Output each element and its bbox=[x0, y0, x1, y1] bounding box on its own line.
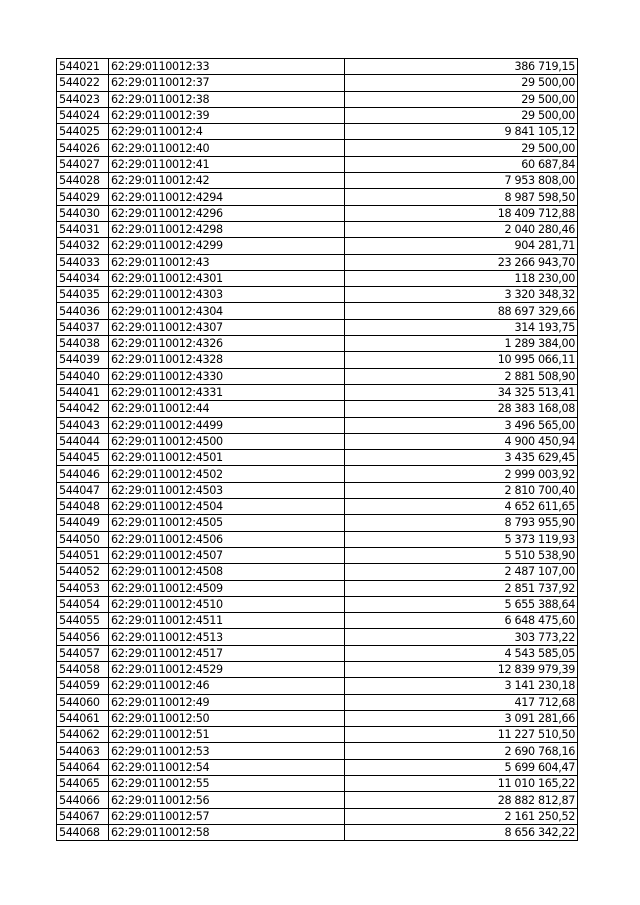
cadastral-number-cell: 62:29:0110012:4294 bbox=[109, 189, 345, 205]
table-row bbox=[57, 808, 578, 824]
table-row bbox=[57, 596, 578, 612]
row-id-cell: 544049 bbox=[57, 515, 109, 531]
value-cell: 417 712,68 bbox=[345, 694, 578, 710]
value-cell: 5 655 388,64 bbox=[345, 596, 578, 612]
value-cell: 4 652 611,65 bbox=[345, 499, 578, 515]
value-cell: 118 230,00 bbox=[345, 270, 578, 286]
table-row bbox=[57, 466, 578, 482]
cadastral-number-cell: 62:29:0110012:4328 bbox=[109, 352, 345, 368]
cadastral-number-cell: 62:29:0110012:4507 bbox=[109, 547, 345, 563]
table-row bbox=[57, 303, 578, 319]
value-cell: 9 841 105,12 bbox=[345, 124, 578, 140]
value-cell: 1 289 384,00 bbox=[345, 336, 578, 352]
table-row bbox=[57, 75, 578, 91]
row-id-cell: 544054 bbox=[57, 596, 109, 612]
table-row bbox=[57, 417, 578, 433]
table-row bbox=[57, 401, 578, 417]
row-id-cell: 544062 bbox=[57, 727, 109, 743]
row-id-cell: 544065 bbox=[57, 776, 109, 792]
value-cell: 3 435 629,45 bbox=[345, 450, 578, 466]
row-id-cell: 544051 bbox=[57, 547, 109, 563]
cadastral-number-cell: 62:29:0110012:4511 bbox=[109, 613, 345, 629]
value-cell: 386 719,15 bbox=[345, 59, 578, 75]
value-cell: 29 500,00 bbox=[345, 140, 578, 156]
row-id-cell: 544057 bbox=[57, 645, 109, 661]
value-cell: 5 699 604,47 bbox=[345, 759, 578, 775]
table-row bbox=[57, 727, 578, 743]
table-row bbox=[57, 645, 578, 661]
row-id-cell: 544040 bbox=[57, 368, 109, 384]
table-row bbox=[57, 531, 578, 547]
cadastral-number-cell: 62:29:0110012:55 bbox=[109, 776, 345, 792]
row-id-cell: 544025 bbox=[57, 124, 109, 140]
table-row bbox=[57, 678, 578, 694]
table-row bbox=[57, 564, 578, 580]
table-row bbox=[57, 254, 578, 270]
cadastral-number-cell: 62:29:0110012:4331 bbox=[109, 384, 345, 400]
cadastral-number-cell: 62:29:0110012:54 bbox=[109, 759, 345, 775]
value-cell: 5 373 119,93 bbox=[345, 531, 578, 547]
row-id-cell: 544061 bbox=[57, 710, 109, 726]
row-id-cell: 544045 bbox=[57, 450, 109, 466]
cadastral-number-cell: 62:29:0110012:4505 bbox=[109, 515, 345, 531]
cadastral-number-cell: 62:29:0110012:39 bbox=[109, 107, 345, 123]
cadastral-number-cell: 62:29:0110012:4304 bbox=[109, 303, 345, 319]
row-id-cell: 544059 bbox=[57, 678, 109, 694]
row-id-cell: 544030 bbox=[57, 205, 109, 221]
row-id-cell: 544058 bbox=[57, 661, 109, 677]
row-id-cell: 544048 bbox=[57, 499, 109, 515]
cadastral-number-cell: 62:29:0110012:4501 bbox=[109, 450, 345, 466]
value-cell: 29 500,00 bbox=[345, 75, 578, 91]
row-id-cell: 544024 bbox=[57, 107, 109, 123]
table-row bbox=[57, 776, 578, 792]
value-cell: 8 793 955,90 bbox=[345, 515, 578, 531]
value-cell: 18 409 712,88 bbox=[345, 205, 578, 221]
table-row bbox=[57, 173, 578, 189]
row-id-cell: 544029 bbox=[57, 189, 109, 205]
table-row bbox=[57, 482, 578, 498]
cadastral-number-cell: 62:29:0110012:4303 bbox=[109, 287, 345, 303]
table-row bbox=[57, 270, 578, 286]
table-row bbox=[57, 205, 578, 221]
table-row bbox=[57, 499, 578, 515]
row-id-cell: 544027 bbox=[57, 156, 109, 172]
cadastral-number-cell: 62:29:0110012:58 bbox=[109, 824, 345, 840]
cadastral-number-cell: 62:29:0110012:4301 bbox=[109, 270, 345, 286]
table-row bbox=[57, 792, 578, 808]
row-id-cell: 544026 bbox=[57, 140, 109, 156]
row-id-cell: 544033 bbox=[57, 254, 109, 270]
cadastral-number-cell: 62:29:0110012:4529 bbox=[109, 661, 345, 677]
value-cell: 11 227 510,50 bbox=[345, 727, 578, 743]
value-cell: 12 839 979,39 bbox=[345, 661, 578, 677]
row-id-cell: 544022 bbox=[57, 75, 109, 91]
value-cell: 314 193,75 bbox=[345, 319, 578, 335]
cadastral-number-cell: 62:29:0110012:38 bbox=[109, 91, 345, 107]
value-cell: 6 648 475,60 bbox=[345, 613, 578, 629]
value-cell: 23 266 943,70 bbox=[345, 254, 578, 270]
value-cell: 4 543 585,05 bbox=[345, 645, 578, 661]
row-id-cell: 544038 bbox=[57, 336, 109, 352]
table-row bbox=[57, 352, 578, 368]
cadastral-number-cell: 62:29:0110012:50 bbox=[109, 710, 345, 726]
cadastral-number-cell: 62:29:0110012:4510 bbox=[109, 596, 345, 612]
table-row bbox=[57, 319, 578, 335]
value-cell: 11 010 165,22 bbox=[345, 776, 578, 792]
row-id-cell: 544021 bbox=[57, 59, 109, 75]
row-id-cell: 544056 bbox=[57, 629, 109, 645]
row-id-cell: 544042 bbox=[57, 401, 109, 417]
cadastral-number-cell: 62:29:0110012:4307 bbox=[109, 319, 345, 335]
row-id-cell: 544035 bbox=[57, 287, 109, 303]
cadastral-value-table bbox=[56, 58, 578, 841]
row-id-cell: 544034 bbox=[57, 270, 109, 286]
cadastral-number-cell: 62:29:0110012:4517 bbox=[109, 645, 345, 661]
table-row bbox=[57, 694, 578, 710]
value-cell: 8 987 598,50 bbox=[345, 189, 578, 205]
cadastral-number-cell: 62:29:0110012:51 bbox=[109, 727, 345, 743]
value-cell: 2 881 508,90 bbox=[345, 368, 578, 384]
row-id-cell: 544023 bbox=[57, 91, 109, 107]
row-id-cell: 544053 bbox=[57, 580, 109, 596]
table-row bbox=[57, 743, 578, 759]
table-row bbox=[57, 59, 578, 75]
table-row bbox=[57, 384, 578, 400]
row-id-cell: 544052 bbox=[57, 564, 109, 580]
row-id-cell: 544067 bbox=[57, 808, 109, 824]
row-id-cell: 544068 bbox=[57, 824, 109, 840]
cadastral-number-cell: 62:29:0110012:46 bbox=[109, 678, 345, 694]
table-row bbox=[57, 140, 578, 156]
cadastral-number-cell: 62:29:0110012:4 bbox=[109, 124, 345, 140]
table-row bbox=[57, 107, 578, 123]
cadastral-number-cell: 62:29:0110012:44 bbox=[109, 401, 345, 417]
cadastral-number-cell: 62:29:0110012:49 bbox=[109, 694, 345, 710]
value-cell: 5 510 538,90 bbox=[345, 547, 578, 563]
value-cell: 88 697 329,66 bbox=[345, 303, 578, 319]
value-cell: 2 040 280,46 bbox=[345, 221, 578, 237]
value-cell: 2 851 737,92 bbox=[345, 580, 578, 596]
cadastral-number-cell: 62:29:0110012:43 bbox=[109, 254, 345, 270]
value-cell: 2 810 700,40 bbox=[345, 482, 578, 498]
cadastral-number-cell: 62:29:0110012:4509 bbox=[109, 580, 345, 596]
value-cell: 34 325 513,41 bbox=[345, 384, 578, 400]
cadastral-number-cell: 62:29:0110012:4298 bbox=[109, 221, 345, 237]
cadastral-number-cell: 62:29:0110012:4506 bbox=[109, 531, 345, 547]
row-id-cell: 544050 bbox=[57, 531, 109, 547]
value-cell: 7 953 808,00 bbox=[345, 173, 578, 189]
table-row bbox=[57, 156, 578, 172]
value-cell: 28 882 812,87 bbox=[345, 792, 578, 808]
table-row bbox=[57, 824, 578, 840]
table-row bbox=[57, 450, 578, 466]
table-row bbox=[57, 238, 578, 254]
value-cell: 3 091 281,66 bbox=[345, 710, 578, 726]
value-cell: 10 995 066,11 bbox=[345, 352, 578, 368]
value-cell: 28 383 168,08 bbox=[345, 401, 578, 417]
cadastral-number-cell: 62:29:0110012:56 bbox=[109, 792, 345, 808]
row-id-cell: 544028 bbox=[57, 173, 109, 189]
cadastral-number-cell: 62:29:0110012:40 bbox=[109, 140, 345, 156]
table-row bbox=[57, 189, 578, 205]
table-row bbox=[57, 547, 578, 563]
value-cell: 3 320 348,32 bbox=[345, 287, 578, 303]
value-cell: 2 161 250,52 bbox=[345, 808, 578, 824]
row-id-cell: 544031 bbox=[57, 221, 109, 237]
value-cell: 8 656 342,22 bbox=[345, 824, 578, 840]
row-id-cell: 544063 bbox=[57, 743, 109, 759]
value-cell: 2 690 768,16 bbox=[345, 743, 578, 759]
cadastral-number-cell: 62:29:0110012:37 bbox=[109, 75, 345, 91]
table-row bbox=[57, 336, 578, 352]
table-row bbox=[57, 91, 578, 107]
row-id-cell: 544037 bbox=[57, 319, 109, 335]
row-id-cell: 544047 bbox=[57, 482, 109, 498]
row-id-cell: 544036 bbox=[57, 303, 109, 319]
table-row bbox=[57, 124, 578, 140]
cadastral-number-cell: 62:29:0110012:4296 bbox=[109, 205, 345, 221]
value-cell: 4 900 450,94 bbox=[345, 433, 578, 449]
cadastral-number-cell: 62:29:0110012:4299 bbox=[109, 238, 345, 254]
row-id-cell: 544041 bbox=[57, 384, 109, 400]
value-cell: 3 496 565,00 bbox=[345, 417, 578, 433]
value-cell: 904 281,71 bbox=[345, 238, 578, 254]
table-row bbox=[57, 287, 578, 303]
value-cell: 29 500,00 bbox=[345, 107, 578, 123]
row-id-cell: 544066 bbox=[57, 792, 109, 808]
table-row bbox=[57, 613, 578, 629]
table-row bbox=[57, 710, 578, 726]
value-cell: 2 487 107,00 bbox=[345, 564, 578, 580]
table-row bbox=[57, 629, 578, 645]
row-id-cell: 544032 bbox=[57, 238, 109, 254]
cadastral-number-cell: 62:29:0110012:4500 bbox=[109, 433, 345, 449]
table-row bbox=[57, 515, 578, 531]
cadastral-number-cell: 62:29:0110012:4326 bbox=[109, 336, 345, 352]
cadastral-number-cell: 62:29:0110012:4504 bbox=[109, 499, 345, 515]
table-row bbox=[57, 759, 578, 775]
cadastral-number-cell: 62:29:0110012:33 bbox=[109, 59, 345, 75]
value-cell: 303 773,22 bbox=[345, 629, 578, 645]
cadastral-number-cell: 62:29:0110012:4502 bbox=[109, 466, 345, 482]
table-row bbox=[57, 221, 578, 237]
table-row bbox=[57, 580, 578, 596]
cadastral-number-cell: 62:29:0110012:4499 bbox=[109, 417, 345, 433]
row-id-cell: 544055 bbox=[57, 613, 109, 629]
table-row bbox=[57, 368, 578, 384]
table-row bbox=[57, 661, 578, 677]
row-id-cell: 544060 bbox=[57, 694, 109, 710]
row-id-cell: 544046 bbox=[57, 466, 109, 482]
table-body bbox=[57, 59, 578, 841]
cadastral-number-cell: 62:29:0110012:4508 bbox=[109, 564, 345, 580]
cadastral-number-cell: 62:29:0110012:4330 bbox=[109, 368, 345, 384]
row-id-cell: 544039 bbox=[57, 352, 109, 368]
cadastral-number-cell: 62:29:0110012:4503 bbox=[109, 482, 345, 498]
row-id-cell: 544064 bbox=[57, 759, 109, 775]
row-id-cell: 544043 bbox=[57, 417, 109, 433]
cadastral-number-cell: 62:29:0110012:57 bbox=[109, 808, 345, 824]
cadastral-number-cell: 62:29:0110012:41 bbox=[109, 156, 345, 172]
value-cell: 29 500,00 bbox=[345, 91, 578, 107]
value-cell: 3 141 230,18 bbox=[345, 678, 578, 694]
cadastral-number-cell: 62:29:0110012:4513 bbox=[109, 629, 345, 645]
value-cell: 2 999 003,92 bbox=[345, 466, 578, 482]
row-id-cell: 544044 bbox=[57, 433, 109, 449]
cadastral-number-cell: 62:29:0110012:53 bbox=[109, 743, 345, 759]
table-row bbox=[57, 433, 578, 449]
cadastral-number-cell: 62:29:0110012:42 bbox=[109, 173, 345, 189]
value-cell: 60 687,84 bbox=[345, 156, 578, 172]
